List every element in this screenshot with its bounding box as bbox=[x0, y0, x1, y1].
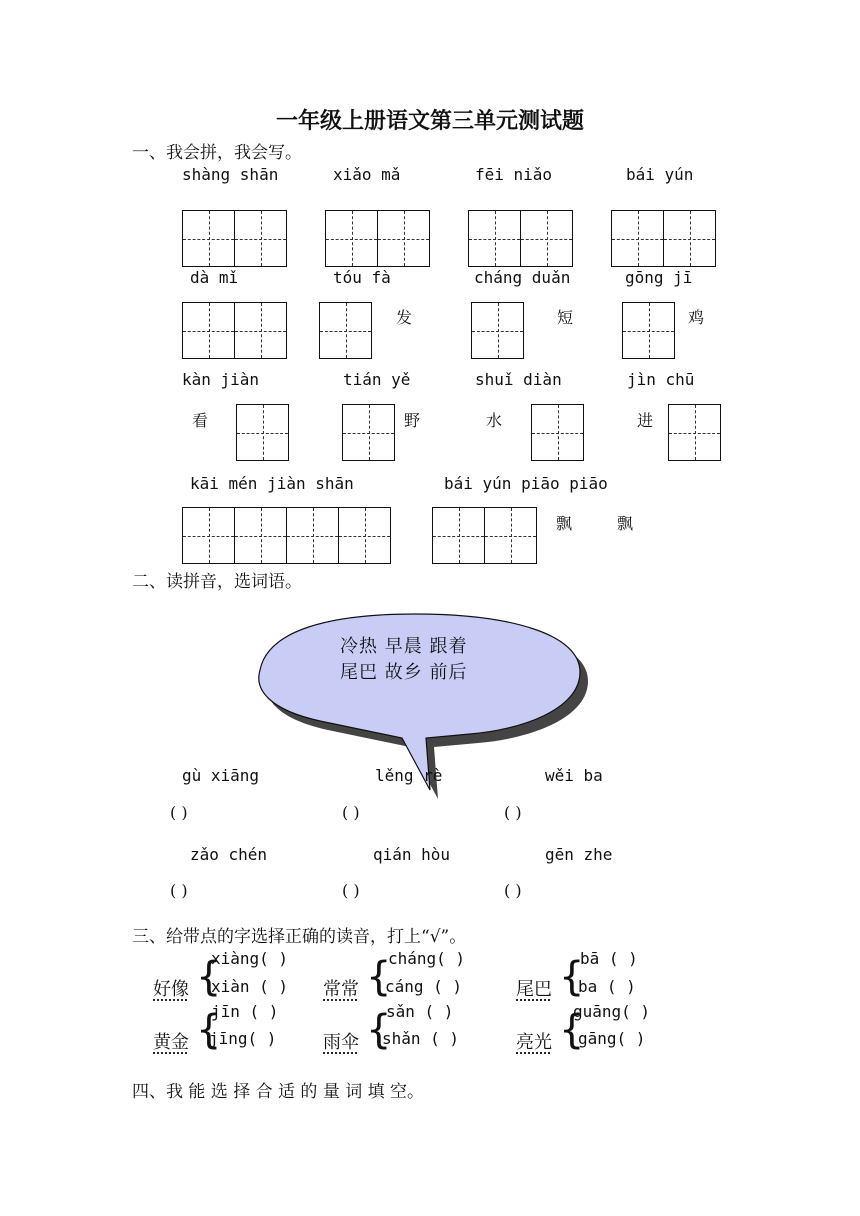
target-word: 雨伞 bbox=[323, 1032, 359, 1053]
pinyin-label: wěi ba bbox=[545, 766, 603, 785]
word-bank-line: 尾巴 故乡 前后 bbox=[340, 662, 468, 683]
brace-icon: { bbox=[559, 1007, 585, 1053]
answer-blank[interactable]: ( ) bbox=[504, 803, 522, 822]
reading-option[interactable]: jīn ( ) bbox=[211, 1002, 279, 1021]
writing-grid-cell[interactable] bbox=[471, 302, 524, 359]
writing-grid-cell[interactable] bbox=[668, 404, 721, 461]
pinyin-label: bái yún piāo piāo bbox=[444, 474, 608, 493]
given-character: 鸡 bbox=[688, 308, 705, 327]
writing-grid-cell[interactable] bbox=[338, 507, 391, 564]
reading-option[interactable]: xiàng( ) bbox=[211, 949, 289, 968]
pinyin-label: cháng duǎn bbox=[474, 268, 571, 287]
section2-heading: 二、读拼音，选词语。 bbox=[132, 572, 302, 592]
reading-option[interactable]: cháng( ) bbox=[388, 949, 466, 968]
pinyin-label: shuǐ diàn bbox=[475, 370, 562, 389]
brace-icon: { bbox=[366, 954, 392, 1000]
writing-grid-cell[interactable] bbox=[377, 210, 430, 267]
reading-option[interactable]: xiàn ( ) bbox=[211, 977, 289, 996]
writing-grid-cell[interactable] bbox=[236, 404, 289, 461]
pinyin-label: bái yún bbox=[626, 165, 694, 184]
pinyin-label: shàng shān bbox=[182, 165, 279, 184]
target-word: 常常 bbox=[323, 979, 359, 1000]
target-word: 尾巴 bbox=[516, 979, 552, 1000]
reading-option[interactable]: bā ( ) bbox=[580, 949, 638, 968]
writing-grid-cell[interactable] bbox=[432, 507, 485, 564]
section1-heading: 一、我会拼，我会写。 bbox=[132, 143, 302, 163]
word-bank-line: 冷热 早晨 跟着 bbox=[340, 636, 468, 657]
reading-option[interactable]: cáng ( ) bbox=[385, 977, 463, 996]
writing-grid-cell[interactable] bbox=[342, 404, 395, 461]
target-word: 好像 bbox=[153, 979, 189, 1000]
writing-grid-cell[interactable] bbox=[182, 302, 235, 359]
writing-grid-cell[interactable] bbox=[531, 404, 584, 461]
reading-option[interactable]: sǎn ( ) bbox=[386, 1002, 454, 1021]
writing-grid-cell[interactable] bbox=[319, 302, 372, 359]
brace-icon: { bbox=[196, 1007, 222, 1053]
given-character: 水 bbox=[486, 411, 503, 430]
brace-icon: { bbox=[559, 954, 585, 1000]
page-title: 一年级上册语文第三单元测试题 bbox=[275, 108, 584, 134]
writing-grid-cell[interactable] bbox=[182, 210, 235, 267]
writing-grid-cell[interactable] bbox=[234, 507, 287, 564]
answer-blank[interactable]: ( ) bbox=[170, 803, 188, 822]
writing-grid-cell[interactable] bbox=[325, 210, 378, 267]
given-character: 进 bbox=[637, 411, 654, 430]
pinyin-label: gù xiāng bbox=[182, 766, 260, 785]
pinyin-label: fēi niǎo bbox=[475, 165, 553, 184]
pinyin-label: tóu fà bbox=[333, 268, 391, 287]
pinyin-label: kāi mén jiàn shān bbox=[190, 474, 354, 493]
writing-grid-cell[interactable] bbox=[622, 302, 675, 359]
target-word: 亮光 bbox=[516, 1032, 552, 1053]
pinyin-label: zǎo chén bbox=[190, 845, 268, 864]
given-character: 野 bbox=[404, 411, 421, 430]
answer-blank[interactable]: ( ) bbox=[342, 803, 360, 822]
pinyin-label: gēn zhe bbox=[545, 845, 613, 864]
writing-grid-cell[interactable] bbox=[611, 210, 664, 267]
pinyin-label: tián yě bbox=[343, 370, 411, 389]
answer-blank[interactable]: ( ) bbox=[342, 881, 360, 900]
pinyin-label: dà mǐ bbox=[190, 268, 239, 287]
reading-option[interactable]: ba ( ) bbox=[578, 977, 636, 996]
given-character: 短 bbox=[557, 308, 574, 327]
writing-grid-cell[interactable] bbox=[663, 210, 716, 267]
answer-blank[interactable]: ( ) bbox=[504, 881, 522, 900]
writing-grid-cell[interactable] bbox=[468, 210, 521, 267]
reading-option[interactable]: gāng( ) bbox=[578, 1029, 646, 1048]
given-character: 飘 bbox=[556, 514, 573, 533]
given-character: 发 bbox=[396, 308, 413, 327]
pinyin-label: qián hòu bbox=[373, 845, 451, 864]
brace-icon: { bbox=[366, 1007, 392, 1053]
target-word: 黄金 bbox=[153, 1032, 189, 1053]
given-character: 飘 bbox=[617, 514, 634, 533]
given-character: 看 bbox=[192, 411, 209, 430]
answer-blank[interactable]: ( ) bbox=[170, 881, 188, 900]
writing-grid-cell[interactable] bbox=[234, 210, 287, 267]
pinyin-label: kàn jiàn bbox=[182, 370, 260, 389]
pinyin-label: lěng rè bbox=[375, 766, 443, 785]
section3-heading: 三、给带点的字选择正确的读音，打上“√”。 bbox=[132, 927, 467, 947]
brace-icon: { bbox=[196, 954, 222, 1000]
pinyin-label: gōng jī bbox=[625, 268, 693, 287]
writing-grid-cell[interactable] bbox=[286, 507, 339, 564]
section4-heading: 四、我 能 选 择 合 适 的 量 词 填 空。 bbox=[132, 1082, 425, 1102]
pinyin-label: jìn chū bbox=[627, 370, 695, 389]
writing-grid-cell[interactable] bbox=[234, 302, 287, 359]
writing-grid-cell[interactable] bbox=[182, 507, 235, 564]
writing-grid-cell[interactable] bbox=[484, 507, 537, 564]
reading-option[interactable]: shǎn ( ) bbox=[382, 1029, 460, 1048]
reading-option[interactable]: guāng( ) bbox=[573, 1002, 651, 1021]
reading-option[interactable]: jīng( ) bbox=[209, 1029, 277, 1048]
pinyin-label: xiǎo mǎ bbox=[333, 165, 401, 184]
writing-grid-cell[interactable] bbox=[520, 210, 573, 267]
